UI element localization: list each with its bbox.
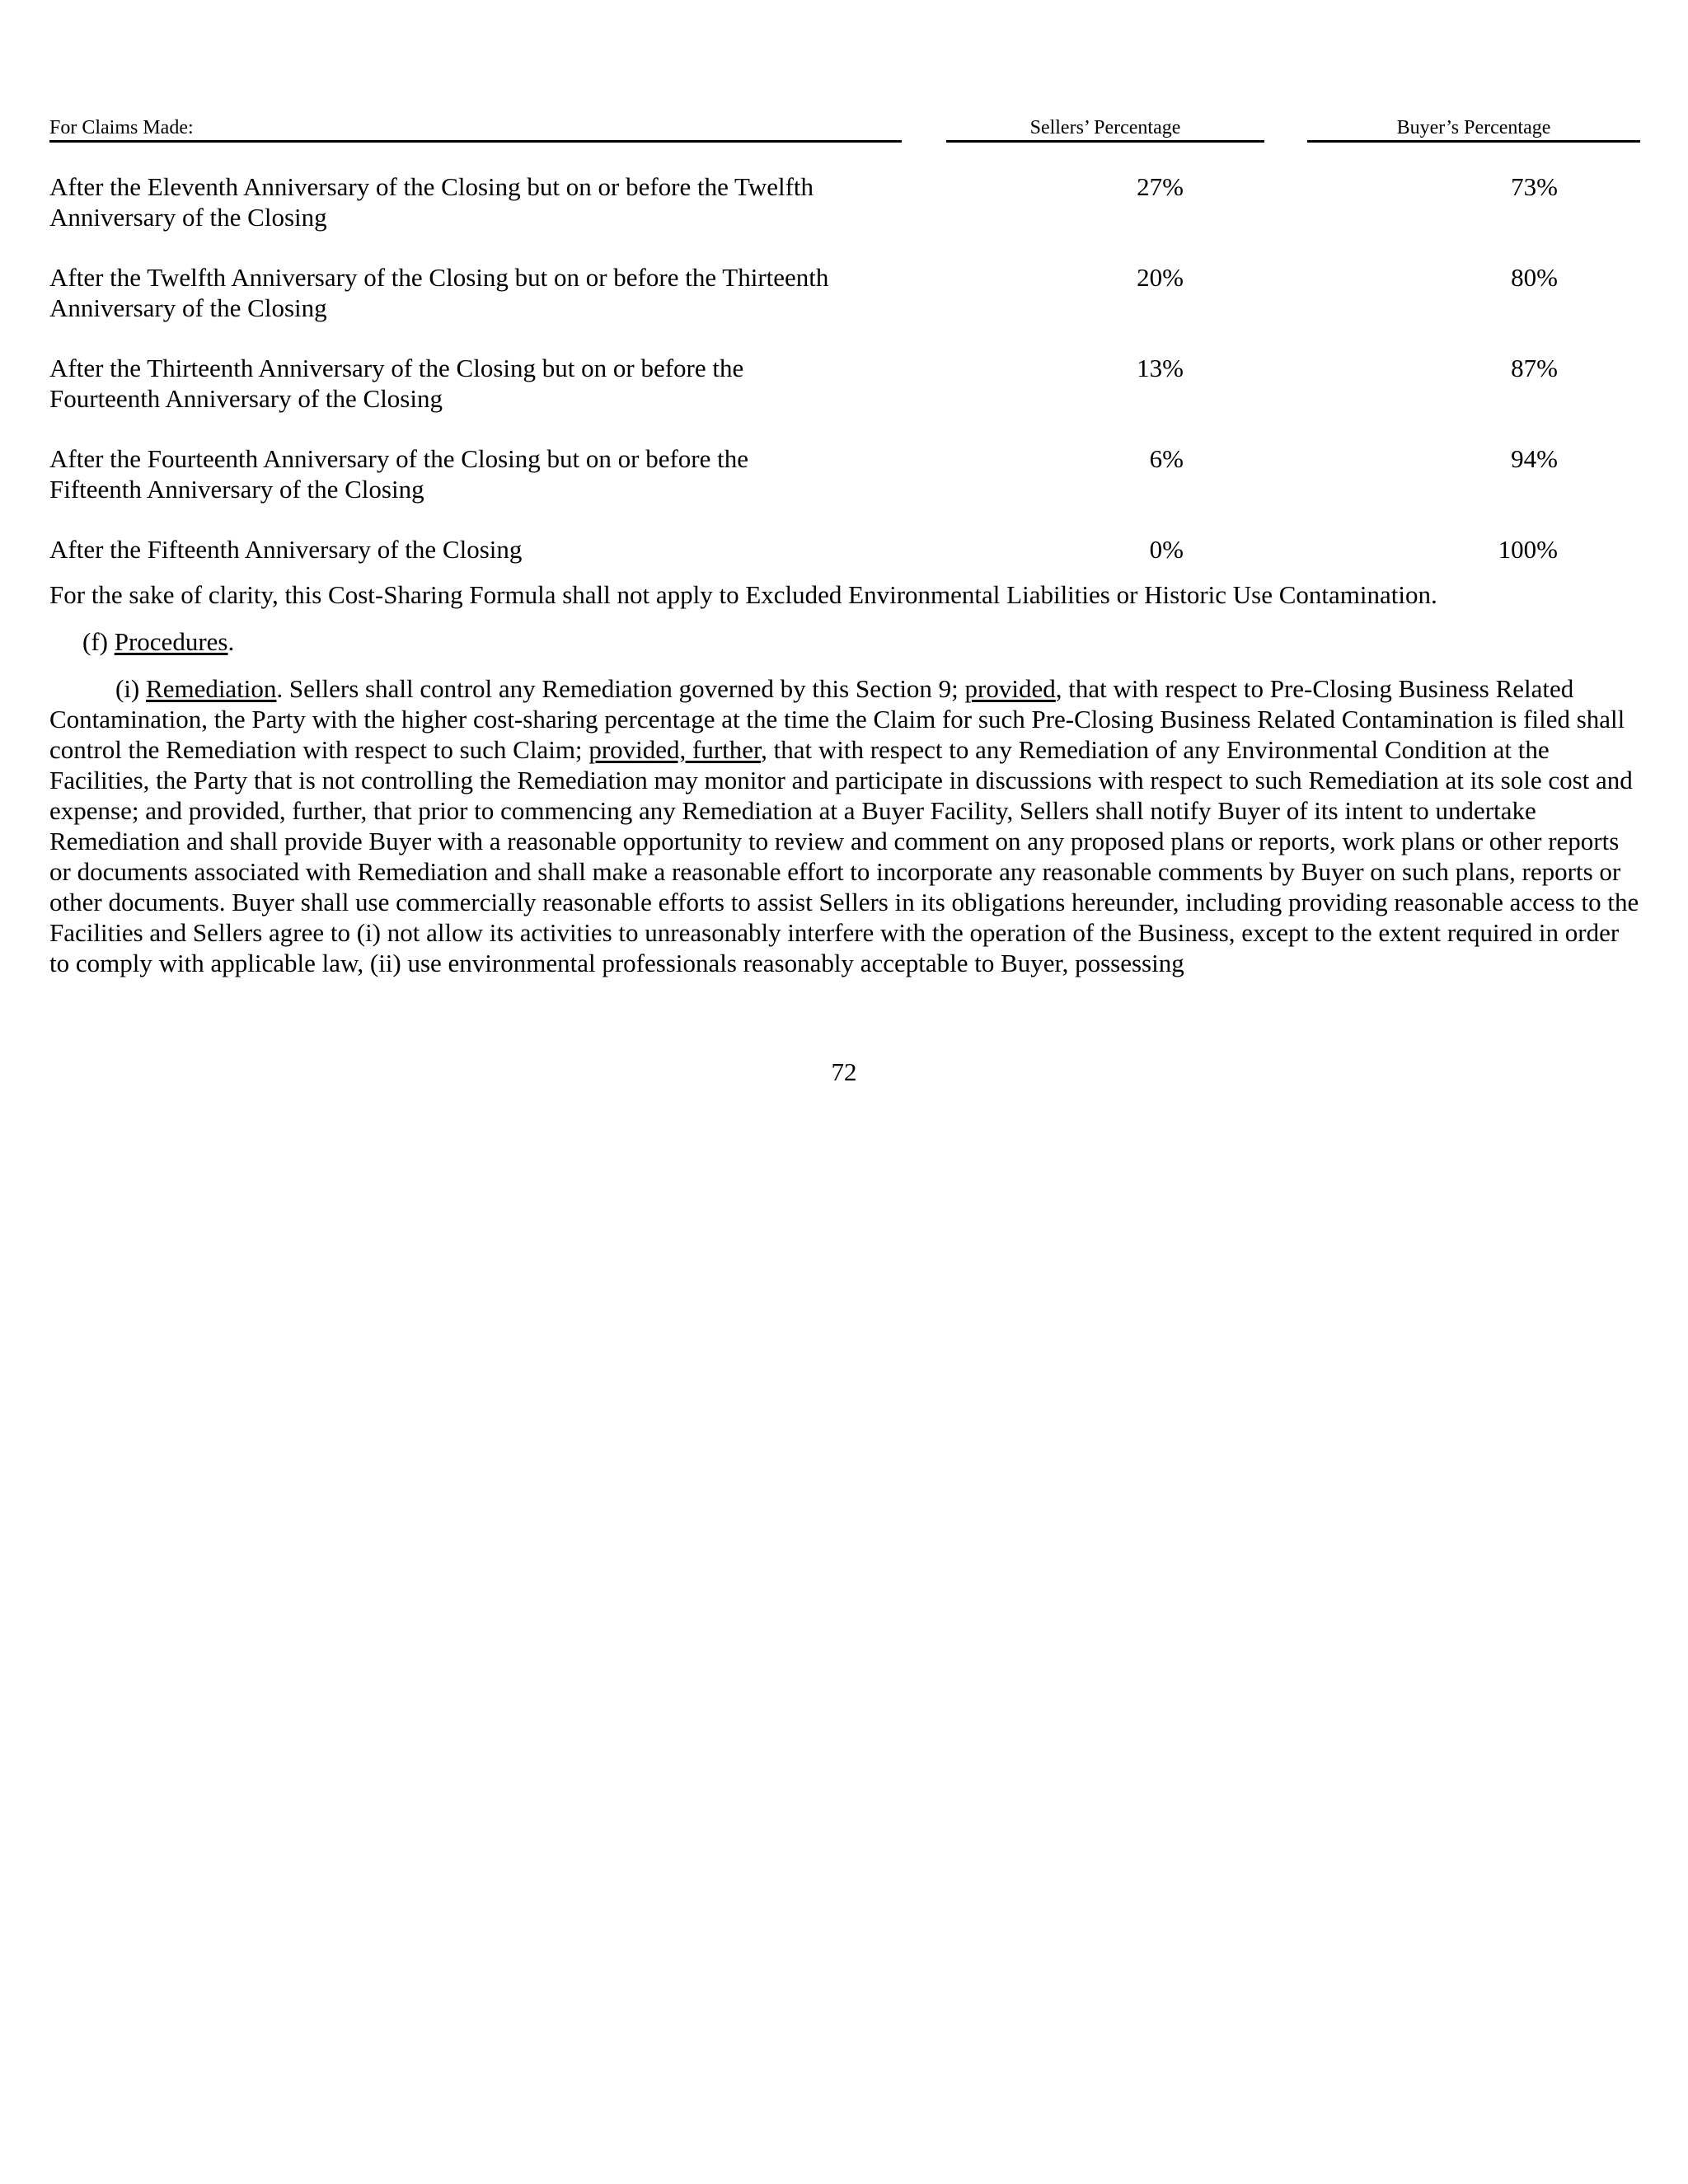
page-number: 72 xyxy=(831,1057,857,1086)
table-row xyxy=(49,262,1640,323)
provided-term: provided xyxy=(964,674,1056,703)
buyers-percentage-cell: 94% xyxy=(1511,444,1558,473)
remediation-paragraph: (i) Remediation. Sellers shall control any Remediation governed by this Section 9; provided, that with respect to Pre-Closing Business Related Contamination, the Party with the higher cost-sharing percentage at the time the Claim for such Pre-Closing Business Related Contamination is filed shall control the Remediation with respect to such Claim; provided, further, that with respect to any Remediation of any Environmental Condition at the Facilities, the Party that is not controlling the Remediation may monitor and participate in discussions with respect to such Remediation at its sole cost and expense; and provided, further, that prior to commencing any Remediation at a Buyer Facility, Sellers shall notify Buyer of its intent to undertake Remediation and shall provide Buyer with a reasonable opportunity to review and comment on any proposed plans or reports, work plans or other reports or documents associated with Remediation and shall make a reasonable effort to incorporate any reasonable comments by Buyer on such plans, reports or other documents. Buyer shall use commercially reasonable efforts to assist Sellers in its obligations hereunder, including providing reasonable access to the Facilities and Sellers agree to (i) not allow its activities to unreasonably interfere with the operation of the Business, except to the extent required in order to comply with applicable law, (ii) use environmental professionals reasonably acceptable to Buyer, possessing xyxy=(49,674,1639,977)
remediation-title: Remediation xyxy=(146,674,277,703)
header-sellers-percentage: Sellers’ Percentage xyxy=(946,115,1264,143)
document-page xyxy=(49,115,1640,978)
row-description: After the Thirteenth Anniversary of the Closing but on or before the Fourteenth Anniversary of the Closing xyxy=(49,354,744,413)
row-description: After the Eleventh Anniversary of the Closing but on or before the Twelfth Anniversary of the Closing xyxy=(49,172,814,232)
sellers-percentage-cell: 20% xyxy=(1137,263,1184,292)
header-claims-made: For Claims Made: xyxy=(49,115,902,143)
procedures-heading: (f) Procedures. xyxy=(82,627,235,656)
buyers-percentage-cell: 100% xyxy=(1498,535,1558,564)
sellers-percentage-cell: 0% xyxy=(1149,535,1184,564)
table-row xyxy=(49,353,1640,414)
row-description: After the Fourteenth Anniversary of the Closing but on or before the Fifteenth Anniversary of the Closing xyxy=(49,444,748,504)
cost-sharing-table xyxy=(49,171,1640,565)
sellers-percentage-cell: 13% xyxy=(1137,354,1184,382)
clarity-paragraph: For the sake of clarity, this Cost-Sharing Formula shall not apply to Excluded Environmental Liabilities or Historic Use Contamination. xyxy=(49,580,1437,609)
buyers-percentage-cell: 87% xyxy=(1511,354,1558,382)
buyers-percentage-cell: 80% xyxy=(1511,263,1558,292)
procedures-title: Procedures xyxy=(114,627,228,656)
table-row xyxy=(49,443,1640,504)
table-header xyxy=(49,115,1640,143)
sellers-percentage-cell: 6% xyxy=(1149,444,1184,473)
row-description: After the Fifteenth Anniversary of the Closing xyxy=(49,535,523,564)
row-description: After the Twelfth Anniversary of the Closing but on or before the Thirteenth Anniversary of the Closing xyxy=(49,263,829,322)
table-row xyxy=(49,534,1640,565)
table-row xyxy=(49,171,1640,232)
buyers-percentage-cell: 73% xyxy=(1511,172,1558,201)
sellers-percentage-cell: 27% xyxy=(1137,172,1184,201)
provided-further-term: provided, further xyxy=(588,735,762,764)
header-buyers-percentage: Buyer’s Percentage xyxy=(1307,115,1640,143)
